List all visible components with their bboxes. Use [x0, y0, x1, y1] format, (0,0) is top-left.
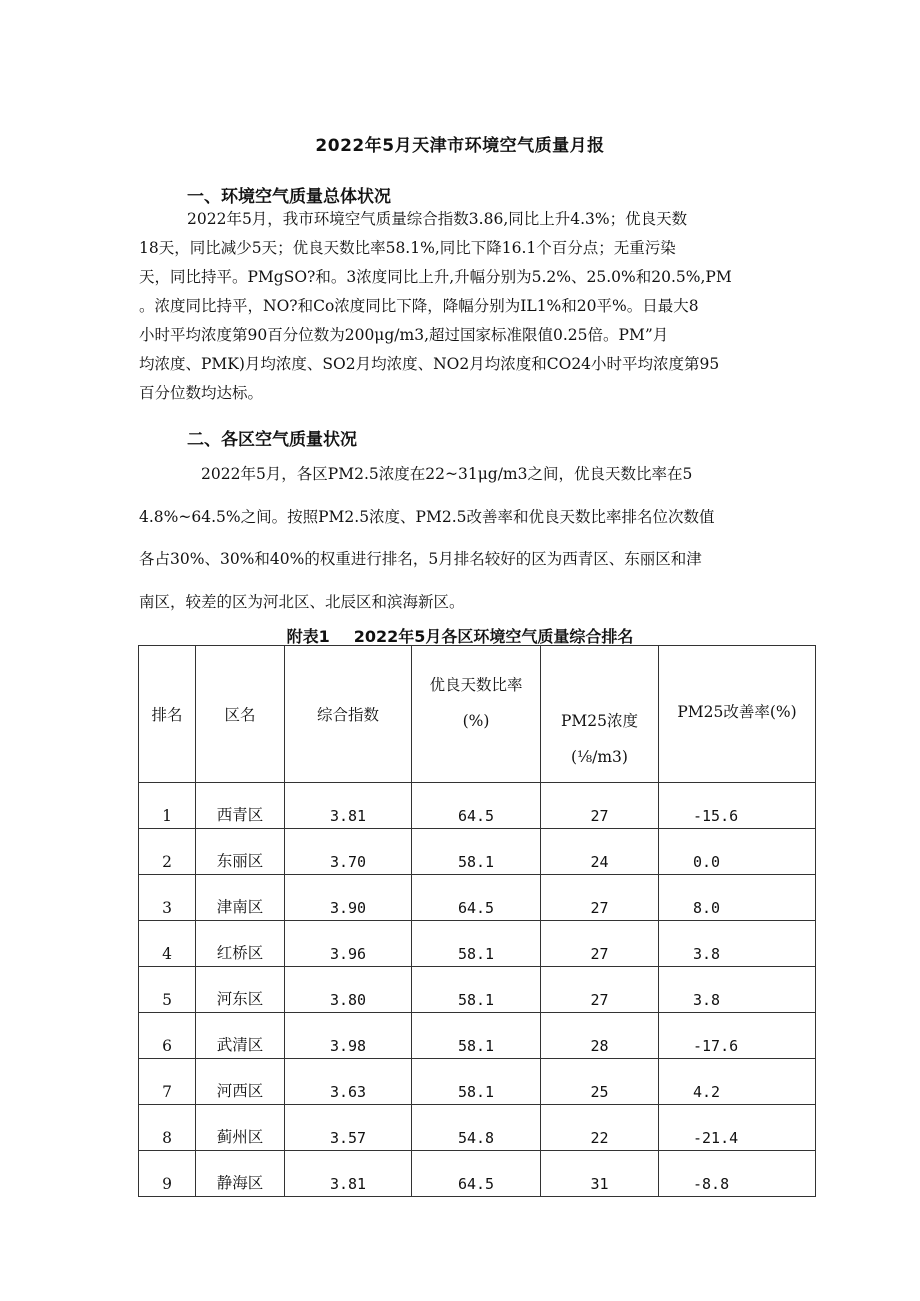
table-row	[139, 1059, 816, 1105]
header-rank: 排名	[139, 646, 196, 783]
cell-improve: 3.8	[659, 967, 816, 1013]
section-1-paragraph	[139, 205, 785, 408]
paragraph-line: 4.8%~64.5%之间。按照PM2.5浓度、PM2.5改善率和优良天数比率排名位次数值	[139, 507, 715, 526]
cell-ratio: 58.1	[412, 1059, 541, 1105]
header-district: 区名	[196, 646, 285, 783]
table-row	[139, 1151, 816, 1197]
cell-rank: 3	[139, 875, 196, 921]
cell-improve: 0.0	[659, 829, 816, 875]
cell-improve: 3.8	[659, 921, 816, 967]
cell-district: 东丽区	[196, 829, 285, 875]
cell-district: 静海区	[196, 1151, 285, 1197]
cell-conc: 22	[541, 1105, 659, 1151]
paragraph-line: 小时平均浓度第90百分位数为200μg/m3,超过国家标准限值0.25倍。PM”月	[139, 326, 669, 344]
cell-conc: 27	[541, 875, 659, 921]
table-row	[139, 829, 816, 875]
header-pm25-improvement	[659, 646, 816, 783]
cell-rank: 5	[139, 967, 196, 1013]
header-index: 综合指数	[285, 646, 412, 783]
cell-index: 3.81	[285, 783, 412, 829]
section-1-heading: 一、环境空气质量总体状况	[187, 187, 391, 207]
cell-ratio: 58.1	[412, 921, 541, 967]
table-caption-title: 2022年5月各区环境空气质量综合排名	[353, 627, 634, 646]
header-good-days-ratio	[412, 646, 541, 783]
cell-index: 3.96	[285, 921, 412, 967]
cell-conc: 27	[541, 921, 659, 967]
paragraph-line: 2022年5月，我市环境空气质量综合指数3.86,同比上升4.3%；优良天数	[187, 210, 688, 228]
header-ratio-unit: (%)	[462, 712, 490, 730]
paragraph-line: 18天，同比减少5天；优良天数比率58.1%,同比下降16.1个百分点；无重污染	[139, 239, 676, 257]
cell-ratio: 54.8	[412, 1105, 541, 1151]
header-conc-label: PM25浓度	[560, 712, 639, 730]
cell-improve: 4.2	[659, 1059, 816, 1105]
document-title: 2022年5月天津市环境空气质量月报	[315, 136, 605, 156]
cell-index: 3.57	[285, 1105, 412, 1151]
paragraph-line: 2022年5月，各区PM2.5浓度在22~31μg/m3之间，优良天数比率在5	[201, 465, 693, 483]
cell-district: 津南区	[196, 875, 285, 921]
table-row	[139, 921, 816, 967]
cell-district: 西青区	[196, 783, 285, 829]
cell-ratio: 58.1	[412, 829, 541, 875]
cell-index: 3.80	[285, 967, 412, 1013]
cell-ratio: 58.1	[412, 1013, 541, 1059]
paragraph-line: 各占30%、30%和40%的权重进行排名，5月排名较好的区为西青区、东丽区和津	[139, 550, 702, 568]
cell-improve: -17.6	[659, 1013, 816, 1059]
cell-rank: 4	[139, 921, 196, 967]
cell-conc: 31	[541, 1151, 659, 1197]
cell-conc: 28	[541, 1013, 659, 1059]
table-row	[139, 783, 816, 829]
section-2-paragraph	[139, 453, 785, 623]
cell-conc: 27	[541, 783, 659, 829]
paragraph-line: 。浓度同比持平，NO?和Co浓度同比下降，降幅分别为IL1%和20平%。日最大8	[139, 297, 699, 315]
paragraph-line: 南区，较差的区为河北区、北辰区和滨海新区。	[139, 592, 465, 611]
cell-rank: 6	[139, 1013, 196, 1059]
cell-rank: 9	[139, 1151, 196, 1197]
cell-ratio: 64.5	[412, 783, 541, 829]
cell-index: 3.90	[285, 875, 412, 921]
cell-improve: 8.0	[659, 875, 816, 921]
cell-ratio: 64.5	[412, 875, 541, 921]
cell-ratio: 58.1	[412, 967, 541, 1013]
cell-index: 3.63	[285, 1059, 412, 1105]
paragraph-line: 均浓度、PMK)月均浓度、SO2月均浓度、NO2月均浓度和CO24小时平均浓度第95	[139, 355, 720, 373]
cell-district: 河东区	[196, 967, 285, 1013]
table-row	[139, 875, 816, 921]
table-caption-label: 附表1	[286, 627, 330, 646]
table-header-row	[139, 646, 816, 783]
cell-index: 3.98	[285, 1013, 412, 1059]
table-row	[139, 1013, 816, 1059]
table-row	[139, 1105, 816, 1151]
header-conc-unit: (⅛/m3)	[571, 748, 628, 766]
section-2-heading: 二、各区空气质量状况	[187, 430, 357, 450]
cell-rank: 1	[139, 783, 196, 829]
cell-improve: -15.6	[659, 783, 816, 829]
table-caption	[0, 624, 920, 647]
table-row	[139, 967, 816, 1013]
paragraph-line: 百分位数均达标。	[139, 384, 264, 402]
cell-district: 武清区	[196, 1013, 285, 1059]
cell-index: 3.70	[285, 829, 412, 875]
header-pm25-concentration	[541, 646, 659, 783]
cell-rank: 8	[139, 1105, 196, 1151]
cell-conc: 25	[541, 1059, 659, 1105]
cell-improve: -21.4	[659, 1105, 816, 1151]
cell-ratio: 64.5	[412, 1151, 541, 1197]
cell-improve: -8.8	[659, 1151, 816, 1197]
cell-district: 蓟州区	[196, 1105, 285, 1151]
cell-conc: 27	[541, 967, 659, 1013]
cell-rank: 7	[139, 1059, 196, 1105]
cell-index: 3.81	[285, 1151, 412, 1197]
paragraph-line: 天，同比持平。PMgSO?和。3浓度同比上升,升幅分别为5.2%、25.0%和20.5%,PM	[139, 268, 732, 286]
ranking-table	[138, 645, 816, 1197]
cell-district: 红桥区	[196, 921, 285, 967]
cell-conc: 24	[541, 829, 659, 875]
header-improve-label: PM25改善率(%)	[677, 703, 797, 721]
header-ratio-label: 优良天数比率	[429, 676, 523, 694]
cell-rank: 2	[139, 829, 196, 875]
cell-district: 河西区	[196, 1059, 285, 1105]
